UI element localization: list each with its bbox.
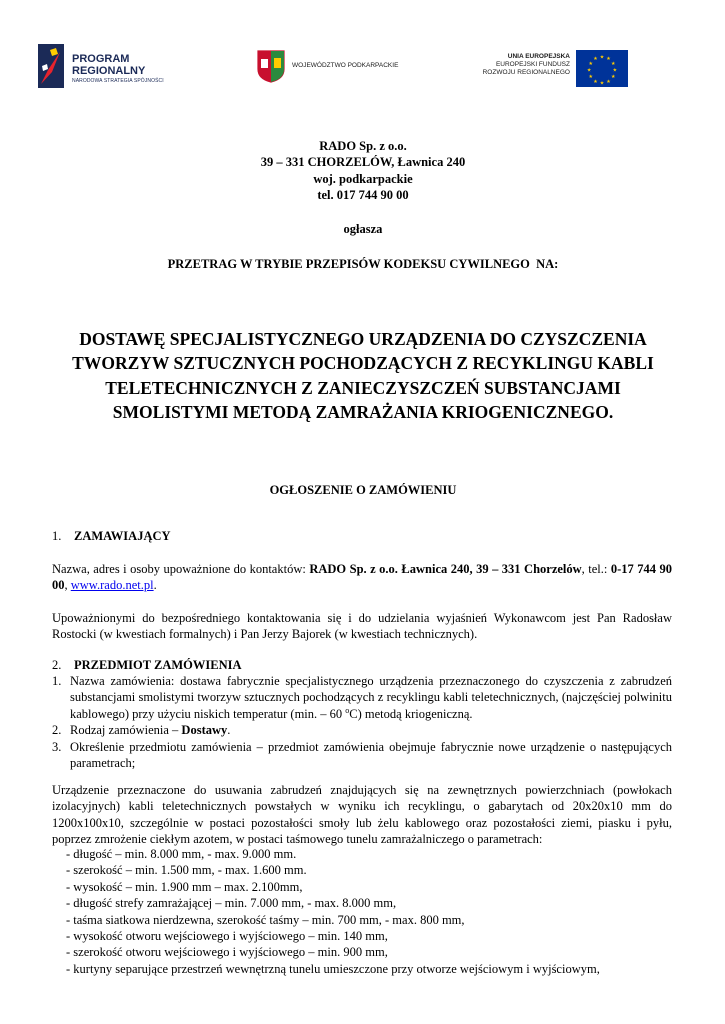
list-item-text: Nazwa zamówienia: dostawa fabrycznie specjalistycznego urządzenia przeznaczonego do czyszczenia z zabrudzeń substancjami smolistymi tworzyw sztucznych pochodzących z recyklingu kabli teletechnicznych, (najczęściej polwinitu kablowego) przy użyciu niskich temperatur (min. – 60: [70, 674, 672, 721]
svg-text:★: ★: [599, 54, 605, 61]
section-1-heading: [52, 528, 171, 544]
wojewodztwo-logo: [256, 49, 426, 83]
section-1-title: ZAMAWIAJĄCY: [74, 529, 171, 543]
program-label: PROGRAM: [72, 53, 130, 65]
tender-type: PRZETRAG W TRYBIE PRZEPISÓW KODEKSU CYWILNEGO NA:: [167, 257, 559, 271]
company-address: 39 – 331 CHORZELÓW, Ławnica 240: [260, 155, 466, 169]
svg-text:★: ★: [606, 56, 611, 63]
svg-text:★: ★: [588, 61, 594, 67]
list-item-number: 1.: [52, 674, 62, 688]
svg-text:★: ★: [593, 78, 598, 85]
eu-logo: [478, 50, 628, 88]
company-name: RADO Sp. z o.o.: [319, 139, 407, 153]
svg-text:★: ★: [606, 78, 611, 85]
list-item-number: 3.: [52, 739, 62, 754]
parameter-item: - długość – min. 8.000 mm, - max. 9.000 mm.: [66, 847, 297, 861]
wojewodztwo-label: WOJEWÓDZTWO PODKARPACKIE: [292, 62, 399, 69]
notice-title: OGŁOSZENIE O ZAMÓWIENIU: [269, 483, 457, 497]
degree-sup: o: [345, 705, 350, 715]
contact-prefix: Nazwa, adres i osoby upoważnione do kontaktów:: [52, 562, 310, 576]
parameter-item: - długość strefy zamrażającej – min. 7.000 mm, - max. 8.000 mm,: [66, 896, 397, 911]
contact-mid: , tel.:: [581, 562, 611, 576]
parameter-item: - szerokość otworu wejściowego i wyjściowego – min. 900 mm,: [66, 945, 388, 960]
eu-development-label: ROZWOJU REGIONALNEGO: [482, 69, 570, 76]
strategy-label: NARODOWA STRATEGIA SPÓJNOŚCI: [72, 78, 164, 84]
device-description: Urządzenie przeznaczone do usuwania zabrudzeń znajdujących się na zewnętrznych powierzchniach (powłokach izolacyjnych) kabli teletechnicznych powstałych w wyniku ich recyklingu, o gabarytach od 20x20x10 mm do 1200x100x10, szczególnie w postaci pozostałości smoły lub żelu kablowego oraz pozostałości ziemi, piasku i pyłu, poprzez zmrożenie ciekłym azotem, w postaci taśmowego tunelu zamrażalniczego o parametrach:: [52, 783, 672, 847]
list-item-text-end: C) metodą kriogeniczną.: [349, 706, 473, 721]
parameter-item: - taśma siatkowa nierdzewna, szerokość taśmy – min. 700 mm, - max. 800 mm,: [66, 912, 465, 927]
parameter-item: - wysokość – min. 1.900 mm – max. 2.100mm,: [66, 879, 303, 894]
section-2-heading: [52, 657, 242, 673]
contact-phone: 0-17 744 90 00: [52, 562, 672, 593]
regionalny-label: REGIONALNY: [72, 65, 146, 77]
section-2-title: PRZEDMIOT ZAMÓWIENIA: [74, 658, 242, 672]
eu-fund-label: EUROPEJSKI FUNDUSZ: [495, 61, 570, 68]
svg-text:★: ★: [593, 56, 598, 63]
svg-text:★: ★: [610, 61, 616, 67]
svg-text:★: ★: [588, 74, 594, 80]
order-type: Dostawy: [181, 723, 228, 738]
list-item-text-end: .: [227, 723, 231, 738]
contact-end: .: [153, 578, 157, 593]
parameter-list: [66, 846, 672, 977]
list-item: [52, 722, 672, 738]
eu-flag-icon: [576, 50, 628, 87]
contact-sep: ,: [64, 578, 71, 593]
svg-text:★: ★: [586, 67, 592, 74]
parameter-item: - wysokość otworu wejściowego i wyjściowego – min. 140 mm,: [66, 929, 388, 944]
main-title-line-3: TELETECHNICZNYCH Z ZANIECZYSZCZEŃ SUBSTANCJAMI: [105, 378, 621, 398]
contact-company: RADO Sp. z o.o. Ławnica 240, 39 – 331 Chorzelów: [309, 562, 582, 576]
svg-text:★: ★: [610, 74, 616, 80]
list-item-number: 2.: [52, 723, 62, 738]
section-1-number: 1.: [52, 529, 62, 543]
eu-union-label: UNIA EUROPEJSKA: [507, 53, 570, 60]
program-regionalny-mark-icon: [38, 44, 64, 88]
main-title-line-2: TWORZYW SZTUCZNYCH POCHODZĄCYCH Z RECYKLINGU KABLI: [72, 353, 654, 373]
section-2-list: [52, 673, 672, 771]
company-region: woj. podkarpackie: [313, 172, 413, 186]
svg-text:★: ★: [612, 67, 618, 74]
parameter-item: - szerokość – min. 1.500 mm, - max. 1.600 mm.: [66, 863, 307, 878]
list-item-text: Określenie przedmiotu zamówienia – przedmiot zamówienia obejmuje fabrycznie nowe urządzenie o następujących parametrach;: [70, 739, 672, 771]
list-item: [52, 673, 672, 722]
parameter-item: - kurtyny separujące przestrzeń wewnętrzną tunelu umieszczone przy otworze wejściowym i wyjściowym,: [66, 961, 600, 976]
main-title-line-1: DOSTAWĘ SPECJALISTYCZNEGO URZĄDZENIA DO CZYSZCZENIA: [79, 329, 647, 349]
eu-text-block: [483, 53, 570, 77]
svg-text:★: ★: [599, 80, 605, 87]
section-1-persons: Upoważnionymi do bezpośredniego kontaktowania się i do udzielania wyjaśnień Wykonawcom jest Pan Radosław Rostocki (w kwestiach formalnych) i Pan Jerzy Bajorek (w kwestiach technicznych).: [52, 611, 672, 642]
section-1-contact: [52, 561, 672, 594]
program-regionalny-logo: [38, 44, 198, 90]
website-link[interactable]: www.rado.net.pl: [70, 578, 154, 593]
list-item-text: Rodzaj zamówienia –: [70, 723, 182, 738]
main-title-line-4: SMOLISTYMI METODĄ ZAMRAŻANIA KRIOGENICZNEGO.: [112, 402, 614, 422]
list-item: [52, 739, 672, 772]
podkarpackie-crest-icon: [256, 49, 286, 83]
company-phone: tel. 017 744 90 00: [317, 188, 409, 202]
section-2-number: 2.: [52, 658, 62, 672]
announces-label: ogłasza: [343, 222, 383, 236]
